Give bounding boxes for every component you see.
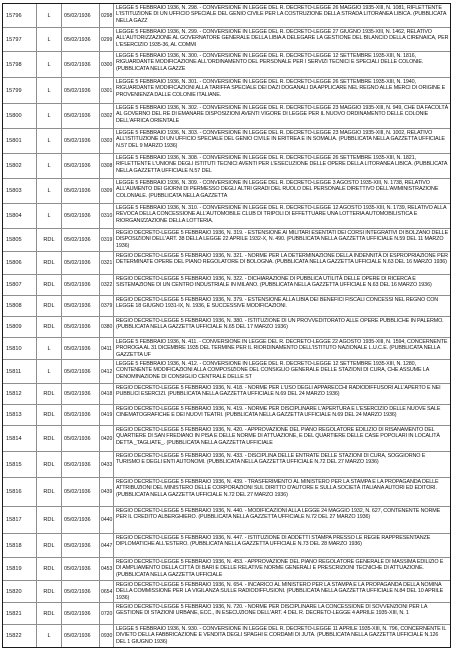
record-number-text: 15796: [6, 12, 22, 19]
act-number: [100, 317, 114, 337]
record-number-text: 15801: [6, 138, 22, 144]
act-number-text: 0309: [101, 188, 113, 194]
table-row: [3, 426, 450, 452]
act-number: [100, 338, 114, 359]
act-type-text: RDL: [43, 282, 55, 288]
record-number-text: 15800: [6, 113, 22, 119]
act-type: [37, 129, 62, 153]
record-number: [3, 104, 37, 128]
act-type-text: RDL: [43, 610, 55, 617]
act-type-text: L: [47, 87, 51, 94]
record-number: [3, 229, 37, 251]
act-number: [100, 179, 114, 203]
act-date-text: 05/02/1936: [64, 113, 91, 119]
act-number: [100, 558, 114, 580]
act-type: [37, 507, 62, 533]
act-type: [37, 603, 62, 624]
record-number: [3, 154, 37, 178]
record-number: [3, 179, 37, 203]
act-type-text: RDL: [43, 566, 55, 572]
act-description-text: LEGGE 5 FEBBRAIO 1936, N. 298. - CONVERSIONE IN LEGGE DEL R. DECRETO-LEGGE 26 MAGGIO 1935-XIII, N. 1081, RIFLETTENTE L'ISTITUZIONE DI UN UFFICIO SPECIALE DEL GENIO CIVILE PER LA COSTRUZIONE DELLA STRADA LITORANEA LIBICA. (PUBBLICATA NELLA GAZZ: [116, 5, 447, 24]
act-date-text: 05/02/1936: [64, 188, 91, 194]
record-number: [3, 478, 37, 506]
act-type: [37, 405, 62, 425]
act-date-text: 05/02/1936: [64, 489, 91, 495]
record-number-text: 15816: [6, 489, 22, 495]
act-description-text: REGIO DECRETO-LEGGE 5 FEBBRAIO 1936, N. 720. - NORME PER DISCIPLINARE LA CONCESSIONE DI SOVVENZIONI PER LA GESTIONE DI STAZIONI URBANE, ECC., IN ESECUZIONE DELL'ART. 4 DEL R. DECRETO-LEGGE 4 APRILE 1935-XIII, N. 1: [116, 604, 428, 617]
act-type-text: L: [47, 368, 51, 375]
act-type-text: RDL: [43, 412, 55, 418]
table-row: [3, 78, 450, 104]
table-row: [3, 452, 450, 478]
act-date: [62, 78, 100, 103]
act-date-text: 05/02/1936: [64, 260, 91, 266]
act-type-text: L: [47, 213, 51, 219]
act-description-text: LEGGE 5 FEBBRAIO 1936, N. 308. - CONVERSIONE IN LEGGE DEL R. DECRETO-LEGGE 26 SETTEMBRE 1935-XIII, N. 1821, RIFLETTENTE L'UNIONE DEGLI ISTITUTI TECNICI AVENTI PER L'ESECUZIONE DELLE OPERE DELLA LITORANEA LIBICA. (PUBBLICATA NELLA GAZZETTA UFFICIALE N.57 DEL: [116, 155, 448, 174]
act-number-text: 0654: [101, 588, 113, 595]
record-number: [3, 603, 37, 624]
act-description-text: REGIO DECRETO-LEGGE 5 FEBBRAIO 1936, N. 420. - APPROVAZIONE DEL PIANO REGOLATORE EDILIZIO DI RISANAMENTO DEL QUARTIERE DI SAN FREDIANO IN PISA E DELLE NORME DI ATTUAZIONE, E DEL QUARTIERE DELLE CASE POPOLARI IN LOCALITÀ DETTA _TAGLIATE_. (PUBBLICATA NELLA GAZZETTA UFFICIALE: [116, 427, 440, 446]
act-date-text: 05/02/1936: [64, 12, 91, 19]
table-row: [3, 384, 450, 405]
act-date: [62, 338, 100, 359]
act-number-text: 0412: [101, 368, 113, 375]
act-number-text: 0321: [101, 260, 113, 266]
act-date-text: 05/02/1936: [64, 345, 91, 352]
act-date: [62, 179, 100, 203]
record-number-text: 15802: [6, 163, 22, 169]
act-number: [100, 252, 114, 274]
act-description-text: LEGGE 5 FEBBRAIO 1936, N. 309. - CONVERSIONE IN LEGGE DEL R. DECRETO-LEGGE 3 AGOSTO 1935-XIII, N. 1738, RELATIVO ALL'AUMENTO DEI GIORNI DI PERMESSO DEGLI ALTRI GRADI DEL RUOLO DEL PERSONALE DIRETTIVO DELL'AMMINISTRAZIONE COLONIALE. (PUBBLICATA NELLA GAZZETTA: [116, 180, 439, 199]
act-type-text: RDL: [43, 461, 55, 468]
act-type-text: RDL: [43, 542, 55, 549]
act-number: [100, 229, 114, 251]
record-number: [3, 4, 37, 27]
act-type: [37, 52, 62, 77]
act-type: [37, 154, 62, 178]
act-type: [37, 204, 62, 228]
act-type-text: RDL: [43, 588, 55, 595]
act-number-text: 0310: [101, 213, 113, 219]
table-row: [3, 28, 450, 52]
act-description-text: LEGGE 5 FEBBRAIO 1936, N. 302. - CONVERSIONE IN LEGGE DEL R. DECRETO-LEGGE 23 MAGGIO 1935-XIII, N. 949, CHE DA FACOLTÀ AL GOVERNO DEL RE DI EMANARE DISPOSIZIONI AVENTI VIGORE DI LEGGE PER IL NUOVO ORDINAMENTO DELLE COLONIE DELL'AFRICA ORIENTALE: [116, 105, 449, 124]
act-type-text: RDL: [43, 489, 55, 495]
act-number: [100, 28, 114, 51]
act-description: [114, 252, 450, 274]
act-description: [114, 452, 450, 477]
act-number-text: 0303: [101, 138, 113, 144]
record-number-text: 15811: [6, 368, 22, 375]
act-number-text: 0418: [101, 391, 113, 397]
act-description: [114, 275, 450, 295]
act-type-text: L: [47, 188, 51, 194]
act-date-text: 05/02/1936: [64, 435, 91, 442]
act-number: [100, 360, 114, 383]
act-description-text: REGIO DECRETO-LEGGE 5 FEBBRAIO 1936, N. 654. - INCARICO AL MINISTERO PER LA STAMPA E LA PROPAGANDA DELLA NOMINA DELLA COMMISSIONE PER LA VIGILANZA SULLE RADIODIFFUSIONI. (PUBBLICATA NELLA GAZZETTA UFFICIALE N.84 DEL 10 APRILE 1936): [116, 582, 444, 601]
act-description: [114, 338, 450, 359]
record-number-text: 15821: [6, 610, 22, 617]
act-description-text: LEGGE 5 FEBBRAIO 1936, N. 300. - CONVERSIONE IN LEGGE DEL R. DECRETO-LEGGE 12 SETTEMBRE 1935-XIII, N. 1816, RIGUARDANTE MODIFICAZIONE ALL'ORDINAMENTO DEL PERSONALE PER I SERVIZI TECNICI E SPECIALI DELLE COLONIE. (PUBBLICATA NELLA GAZZE: [116, 53, 424, 72]
act-number: [100, 478, 114, 506]
act-description-text: REGIO DECRETO-LEGGE 5 FEBBRAIO 1936, N. 418. - NORME PER L'USO DEGLI APPARECCHI RADIODIFFUSORI ALL'APERTO E NEI PUBBLICI ESERCIZI. (PUBBLICATA NELLA GAZZETTA UFFICIALE N.69 DEL 24 MARZO 1936): [116, 385, 441, 398]
act-number: [100, 426, 114, 451]
act-date: [62, 275, 100, 295]
act-date-text: 05/02/1936: [64, 610, 91, 617]
table-row: [3, 129, 450, 154]
record-number: [3, 384, 37, 404]
act-description-text: REGIO DECRETO-LEGGE 5 FEBBRAIO 1936, N. 433. - DISCIPLINA DELLE ENTRATE DELLE STAZIONI DI CURA, SOGGIORNO E TURISMO E DEGLI ENTI AUTONOMI. (PUBBLICATA NELLA GAZZETTA UFFICIALE N.72 DEL 27 MARZO 1936): [116, 453, 426, 466]
act-type-text: L: [47, 138, 51, 144]
act-description-text: REGIO DECRETO-LEGGE 5 FEBBRAIO 1936, N. 319. - ESTENSIONE AI MILITARI ESENTATI DEI CORSI INTEGRATIVI DI BOLZANO DELLE DISPOSIZIONI DELL'ART. 38 DELLA LEGGE 22 APRILE 1932-X, N. 490. (PUBBLICATA NELLA GAZZETTA UFFICIALE N.59 DEL 11 MARZO 1936): [116, 230, 449, 249]
act-number: [100, 405, 114, 425]
act-date: [62, 129, 100, 153]
act-number-text: 0308: [101, 163, 113, 169]
record-number-text: 15818: [6, 542, 22, 549]
act-description: [114, 384, 450, 404]
act-description-text: REGIO DECRETO-LEGGE 5 FEBBRAIO 1936, N. 419. - NORME PER DISCIPLINARE L'APERTURA E L'ESERCIZIO DELLE NUOVE SALE CINEMATOGRAFICHE E DEI NUOVI TEATRI. (PUBBLICATA NELLA GAZZETTA UFFICIALE N.69 DEL 24 MARZO 1936): [116, 406, 441, 419]
record-number: [3, 507, 37, 533]
record-number: [3, 52, 37, 77]
act-description: [114, 405, 450, 425]
act-description-text: LEGGE 5 FEBBRAIO 1936, N. 310. - CONVERSIONE IN LEGGE DEL R. DECRETO-LEGGE 12 AGOSTO 1935-XIII, N. 1739, RELATIVO ALLA REVOCA DELLA CONCESSIONE ALL'AUTOMOBILE CLUB DI TRIPOLI DI EFFETTUARE UNA LOTTERIA AUTOMOBILISTICA E RIORGANIZZAZIONE DELLA LOTTERIA.: [116, 205, 447, 224]
record-number: [3, 452, 37, 477]
act-date: [62, 507, 100, 533]
record-number-text: 15815: [6, 461, 22, 468]
record-number: [3, 275, 37, 295]
act-description: [114, 296, 450, 316]
table-row: [3, 338, 450, 360]
act-type-text: RDL: [43, 260, 55, 266]
act-date-text: 05/02/1936: [64, 517, 91, 523]
record-number-text: 15798: [6, 61, 22, 68]
act-description: [114, 52, 450, 77]
record-number: [3, 252, 37, 274]
act-date: [62, 603, 100, 624]
record-number-text: 15799: [6, 87, 22, 94]
act-description: [114, 154, 450, 178]
act-date: [62, 360, 100, 383]
act-number: [100, 581, 114, 602]
act-number-text: 0301: [101, 87, 113, 94]
act-date: [62, 28, 100, 51]
act-date: [62, 154, 100, 178]
act-description-text: LEGGE 5 FEBBRAIO 1936, N. 411. - CONVERSIONE IN LEGGE DEL R. DECRETO-LEGGE 22 AGOSTO 1935-XIII, N. 1594, CONCERNENTE PROROGA AL 31 DICEMBRE 1935 DEL TERMINE PER IL RIORDINAMENTO DELL'ISTITUTO NAZIONALE L.U.C.E. (PUBBLICATA NELLA GAZZETTA UF: [116, 339, 448, 358]
act-date-text: 05/02/1936: [64, 368, 91, 375]
act-description-text: LEGGE 5 FEBBRAIO 1936, N. 299. - CONVERSIONE IN LEGGE DEL R. DECRETO-LEGGE 27 GIUGNO 1935-XIII, N. 1462, RELATIVO ALL'AUTORIZZAZIONE AL GOVERNATORE GENERALE DELLA LIBIA A DELEGARE LA GESTIONE DEL BILANCIO DELLA CIRENAICA, PER L'ESERCIZIO 1935-36, AL COMMI: [116, 29, 449, 48]
act-type: [37, 317, 62, 337]
act-date-text: 05/02/1936: [64, 213, 91, 219]
act-date: [62, 581, 100, 602]
act-number: [100, 384, 114, 404]
act-type: [37, 452, 62, 477]
record-number: [3, 317, 37, 337]
act-description: [114, 104, 450, 128]
act-type-text: RDL: [43, 435, 55, 442]
act-type-text: L: [47, 345, 51, 352]
table-row: [3, 507, 450, 534]
act-number-text: 0439: [101, 489, 113, 495]
record-number-text: 15820: [6, 588, 22, 595]
record-number: [3, 28, 37, 51]
table-row: [3, 317, 450, 338]
act-type: [37, 426, 62, 451]
act-date-text: 05/02/1936: [64, 237, 91, 243]
records-table: [2, 3, 451, 648]
table-row: [3, 603, 450, 625]
act-description: [114, 625, 450, 647]
record-number-text: 15797: [6, 36, 22, 43]
act-date: [62, 426, 100, 451]
record-number-text: 15807: [6, 282, 22, 288]
record-number: [3, 426, 37, 451]
act-type-text: L: [47, 163, 51, 169]
record-number-text: 15804: [6, 213, 22, 219]
act-number-text: 0298: [101, 12, 113, 19]
act-date: [62, 625, 100, 647]
act-description: [114, 507, 450, 533]
record-number-text: 15812: [6, 391, 22, 397]
act-description-text: REGIO DECRETO-LEGGE 5 FEBBRAIO 1936, N. 379. - ESTENSIONE ALLA LIBIA DEI BENEFICI FISCALI CONCESSI NEL REGNO CON LEGGE 18 GIUGNO 1931-IX, N. 1936, E SUCCESSIVE MODIFICAZIONI.: [116, 297, 439, 310]
act-description-text: REGIO DECRETO-LEGGE 5 FEBBRAIO 1936, N. 453. - APPROVAZIONE DEL PIANO REGOLATORE GENERALE DI MASSIMA EDILIZIO E DI AMPLIAMENTO DELLA CITTÀ DI BARI E DELLE RELATIVE NORME GENERALI E PRESCRIZIONI TECNICHE DI ATTUAZIONE. (PUBBLICATA NELLA GAZZETTA UFFICIALE: [116, 559, 444, 578]
act-date-text: 05/02/1936: [64, 461, 91, 468]
table-row: [3, 275, 450, 296]
act-type-text: L: [47, 36, 51, 43]
act-date-text: 05/02/1936: [64, 138, 91, 144]
act-date: [62, 478, 100, 506]
act-type: [37, 625, 62, 647]
act-description-text: LEGGE 5 FEBBRAIO 1936, N. 930. - CONVERSIONE IN LEGGE DEL R. DECRETO-LEGGE 11 APRILE 1935-XIII, N. 796, CONCERNENTE IL DIVIETO DELLA FABBRICAZIONE E VENDITA DEGLI SPAGHI E CORDAMI DI JUTA. (PUBBLICATA NELLA GAZZETTA UFFICIALE N.126 DEL 1 GIUGNO 1936): [116, 626, 447, 645]
act-date-text: 05/02/1936: [64, 542, 91, 549]
table-row: [3, 204, 450, 229]
record-number-text: 15814: [6, 435, 22, 442]
act-description-text: REGIO DECRETO-LEGGE 5 FEBBRAIO 1936, N. 439. - TRASFERIMENTO AL MINISTERO PER LA STAMPA E LA PROPAGANDA DELLE ATTRIBUZIONI DEL MINISTERO DELLE CORPORAZIONI SUL DIRITTO D'AUTORE E SULLA SOCIETÀ ITALIANA AUTORI ED EDITORI. (PUBBLICATA NELLA GAZZETTA UFFICIALE N.72 DEL 27 MARZO 1936): [116, 479, 439, 498]
act-type: [37, 28, 62, 51]
act-number: [100, 452, 114, 477]
record-number-text: 15813: [6, 412, 22, 418]
act-number: [100, 4, 114, 27]
table-row: [3, 581, 450, 603]
act-number: [100, 603, 114, 624]
table-row: [3, 360, 450, 384]
act-number-text: 0380: [101, 324, 113, 330]
act-description: [114, 426, 450, 451]
act-date-text: 05/02/1936: [64, 566, 91, 572]
act-type: [37, 581, 62, 602]
act-date-text: 05/02/1936: [64, 391, 91, 397]
act-date: [62, 252, 100, 274]
record-number: [3, 558, 37, 580]
act-type: [37, 384, 62, 404]
act-date: [62, 4, 100, 27]
act-description-text: LEGGE 5 FEBBRAIO 1936, N. 412. - CONVERSIONE IN LEGGE DEL R. DECRETO-LEGGE 12 SETTEMBRE 1935-XIII, N. 1280, CONTENENTE MODIFICAZIONI ALLA COMPOSIZIONE DEL CONSIGLIO GENERALE DELLE STAZIONI DI CURA, CHE ASSUME LA DENOMINAZIONE DI CONSIGLIO CENTRALE DELLE ST: [116, 361, 429, 380]
act-type: [37, 275, 62, 295]
act-type: [37, 104, 62, 128]
act-date: [62, 558, 100, 580]
table-row: [3, 4, 450, 28]
act-description-text: REGIO DECRETO-LEGGE 5 FEBBRAIO 1936, N. 322. - DICHIARAZIONE DI PUBBLICA UTILITÀ DELLE OPERE DI RICERCA E SISTEMAZIONE DI UN CENTRO INDUSTRIALE IN MILANO. (PUBBLICATA NELLA GAZZETTA UFFICIALE N.63 DEL 16 MARZO 1936): [116, 276, 432, 289]
act-date-text: 05/02/1936: [64, 163, 91, 169]
act-type-text: RDL: [43, 517, 55, 523]
act-type: [37, 558, 62, 580]
table-row: [3, 252, 450, 275]
act-type: [37, 229, 62, 251]
act-number: [100, 129, 114, 153]
table-row: [3, 229, 450, 252]
act-type: [37, 478, 62, 506]
act-number-text: 0930: [101, 633, 113, 639]
act-number-text: 0419: [101, 412, 113, 418]
act-date-text: 05/02/1936: [64, 303, 91, 309]
act-number: [100, 625, 114, 647]
table-row: [3, 104, 450, 129]
act-type: [37, 534, 62, 557]
act-date: [62, 452, 100, 477]
act-number: [100, 296, 114, 316]
act-date: [62, 204, 100, 228]
act-description-text: REGIO DECRETO-LEGGE 5 FEBBRAIO 1936, N. 380. - ISTITUZIONE DI UN PROVVEDITORATO ALLE OPERE PUBBLICHE IN PALERMO. (PUBBLICATA NELLA GAZZETTA UFFICIALE N.65 DEL 17 MARZO 1936): [116, 318, 444, 331]
act-description: [114, 229, 450, 251]
act-number-text: 0453: [101, 566, 113, 572]
act-number: [100, 507, 114, 533]
record-number: [3, 296, 37, 316]
act-date-text: 05/02/1936: [64, 87, 91, 94]
table-row: [3, 534, 450, 558]
act-description: [114, 204, 450, 228]
act-date: [62, 296, 100, 316]
record-number: [3, 338, 37, 359]
record-number-text: 15822: [6, 633, 22, 639]
act-type: [37, 252, 62, 274]
record-number-text: 15803: [6, 188, 22, 194]
record-number: [3, 360, 37, 383]
act-date: [62, 104, 100, 128]
act-type: [37, 78, 62, 103]
act-type: [37, 296, 62, 316]
act-number-text: 0299: [101, 36, 113, 43]
act-number: [100, 154, 114, 178]
record-number: [3, 534, 37, 557]
table-row: [3, 478, 450, 507]
act-date-text: 05/02/1936: [64, 61, 91, 68]
act-type: [37, 360, 62, 383]
act-number: [100, 275, 114, 295]
act-date: [62, 52, 100, 77]
act-date: [62, 229, 100, 251]
act-type-text: L: [47, 633, 51, 639]
record-number-text: 15817: [6, 517, 22, 523]
act-description-text: REGIO DECRETO-LEGGE 5 FEBBRAIO 1936, N. 321. - NORME PER LA DETERMINAZIONE DELLA INDENNITÀ DI ESPROPRIAZIONE PER DETERMINATE OPERE DEL PIANO REGOLATORE DI BOLOGNA. (PUBBLICATA NELLA GAZZETTA UFFICIALE N.63 DEL 16 MARZO 1936): [116, 253, 448, 266]
record-number-text: 15806: [6, 260, 22, 266]
record-number: [3, 129, 37, 153]
record-number: [3, 625, 37, 647]
act-description: [114, 28, 450, 51]
act-date: [62, 405, 100, 425]
record-number-text: 15809: [6, 324, 22, 330]
act-description: [114, 4, 450, 27]
record-number-text: 15808: [6, 303, 22, 309]
act-type-text: RDL: [43, 237, 55, 243]
act-number-text: 0379: [101, 303, 113, 309]
record-number: [3, 405, 37, 425]
act-date-text: 05/02/1936: [64, 324, 91, 330]
act-date-text: 05/02/1936: [64, 36, 91, 43]
act-number: [100, 78, 114, 103]
act-type: [37, 338, 62, 359]
act-date: [62, 534, 100, 557]
act-number-text: 0440: [101, 517, 113, 523]
record-number: [3, 78, 37, 103]
act-type-text: L: [47, 113, 51, 119]
act-number-text: 0322: [101, 282, 113, 288]
act-description-text: LEGGE 5 FEBBRAIO 1936, N. 301. - CONVERSIONE IN LEGGE DEL R. DECRETO-LEGGE 26 SETTEMBRE 1935-XIII, N. 1940, RIGUARDANTE MODIFICAZIONI ALLA TARIFFA SPECIALE DEI DAZI DOGANALI DA APPLICARE NEL REGNO ALLE MERCI DI ORIGINE E PROVENIENZA DALLE COLONIE ITALIANE.: [116, 79, 446, 98]
act-description: [114, 179, 450, 203]
act-type-text: L: [47, 61, 51, 68]
act-description-text: LEGGE 5 FEBBRAIO 1936, N. 303. - CONVERSIONE IN LEGGE DEL R. DECRETO-LEGGE 23 MAGGIO 1935-XIII, N. 1002, RELATIVO ALL'ISTITUZIONE DI UN UFFICIO SPECIALE DEL GENIO CIVILE IN ERITREA E IN SOMALIA. (PUBBLICATA NELLA GAZZETTA UFFICIALE N.57 DEL 9 MARZO 1936): [116, 130, 445, 149]
act-number-text: 0720: [101, 610, 113, 617]
act-number-text: 0302: [101, 113, 113, 119]
act-type-text: RDL: [43, 324, 55, 330]
act-date-text: 05/02/1936: [64, 282, 91, 288]
record-number: [3, 204, 37, 228]
act-description: [114, 360, 450, 383]
act-number: [100, 204, 114, 228]
act-date-text: 05/02/1936: [64, 633, 91, 639]
act-date: [62, 384, 100, 404]
act-description: [114, 78, 450, 103]
table-row: [3, 179, 450, 204]
act-description: [114, 478, 450, 506]
act-description: [114, 603, 450, 624]
act-number-text: 0411: [101, 345, 112, 352]
act-date: [62, 317, 100, 337]
act-number: [100, 52, 114, 77]
act-number-text: 0447: [101, 542, 113, 549]
act-number-text: 0433: [101, 461, 113, 468]
act-number-text: 0319: [101, 237, 113, 243]
act-date-text: 05/02/1936: [64, 588, 91, 595]
act-number-text: 0300: [101, 61, 113, 68]
act-description: [114, 534, 450, 557]
act-type-text: L: [47, 12, 51, 19]
act-description: [114, 581, 450, 602]
record-number-text: 15819: [6, 566, 22, 572]
act-number: [100, 534, 114, 557]
table-row: [3, 296, 450, 317]
act-number: [100, 104, 114, 128]
act-description: [114, 317, 450, 337]
table-row: [3, 154, 450, 179]
record-number-text: 15810: [6, 345, 22, 352]
act-date-text: 05/02/1936: [64, 412, 91, 418]
record-number: [3, 581, 37, 602]
act-type: [37, 179, 62, 203]
table-row: [3, 558, 450, 581]
table-row: [3, 625, 450, 647]
act-type-text: RDL: [43, 391, 55, 397]
act-description-text: REGIO DECRETO-LEGGE 5 FEBBRAIO 1936, N. 440. - MODIFICAZIONI ALLA LEGGE 24 MAGGIO 1932, N. 627, CONTENENTE NORME PER IL CREDITO ALBERGHIERO. (PUBBLICATA NELLA GAZZETTA UFFICIALE N.72 DEL 27 MARZO 1936): [116, 508, 441, 521]
record-number-text: 15805: [6, 237, 22, 243]
act-type: [37, 4, 62, 27]
act-description: [114, 129, 450, 153]
table-row: [3, 52, 450, 78]
act-description-text: REGIO DECRETO-LEGGE 5 FEBBRAIO 1936, N. 447. - ISTITUZIONE DI ADDETTI STAMPA PRESSO LE REGIE RAPPRESENTANZE DIPLOMATICHE ALL'ESTERO. (PUBBLICATA NELLA GAZZETTA UFFICIALE N.73 DEL 28 MARZO 1936): [116, 535, 431, 548]
act-description: [114, 558, 450, 580]
act-number-text: 0420: [101, 435, 113, 442]
act-type-text: RDL: [43, 303, 55, 309]
table-row: [3, 405, 450, 426]
